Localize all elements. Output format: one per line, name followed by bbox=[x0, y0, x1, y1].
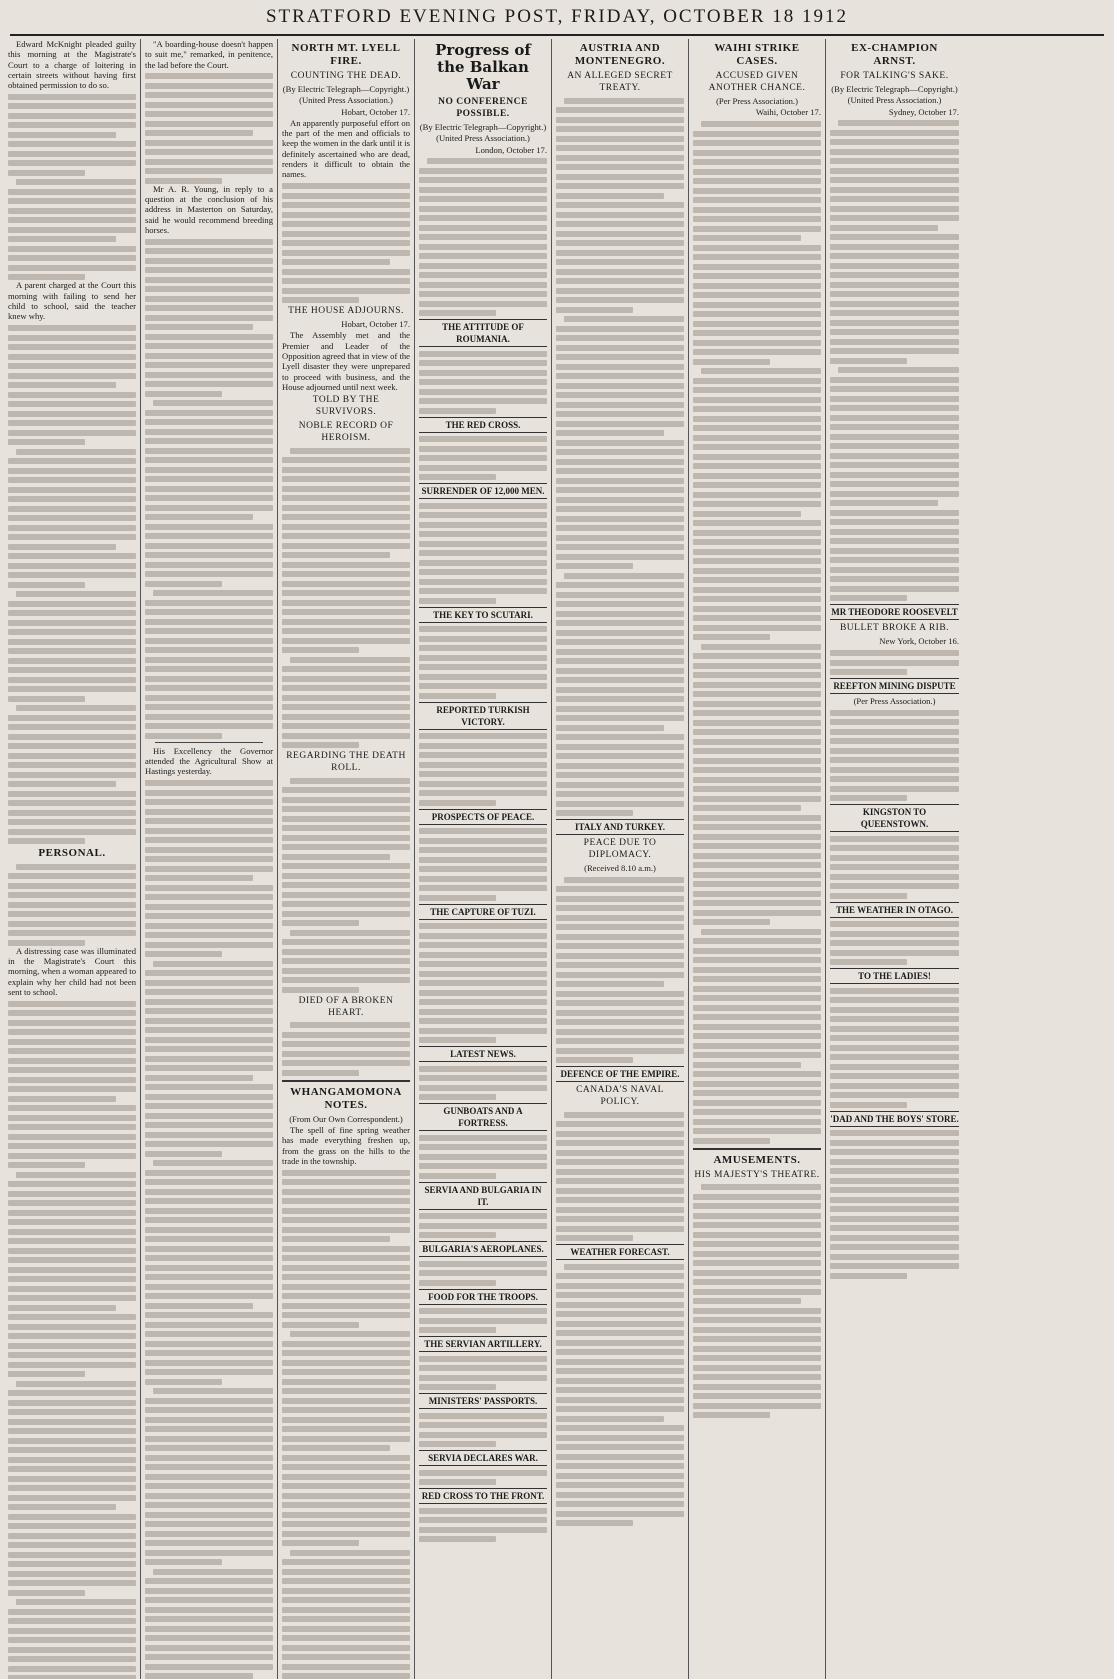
article-paragraph: "A boarding-house doesn't happen to suit me," remarked, in penitence, the lad before the Court. bbox=[145, 39, 273, 70]
dateline: Waihi, October 17. bbox=[755, 107, 821, 118]
subheading: BULLET BROKE A RIB. bbox=[839, 623, 950, 634]
subheading: CANADA'S NAVAL POLICY. bbox=[576, 1085, 664, 1108]
section-heading: THE KEY TO SCUTARI. bbox=[419, 607, 547, 623]
section-heading: DEFENCE OF THE EMPIRE. bbox=[556, 1066, 684, 1082]
section-heading: 'DAD AND THE BOYS' STORE. bbox=[830, 1111, 959, 1127]
text-lines bbox=[419, 1213, 547, 1238]
headline-champion: EX-CHAMPION ARNST. bbox=[851, 42, 938, 67]
dateline: Sydney, October 17. bbox=[888, 106, 959, 117]
subheading: DIED OF A BROKEN HEART. bbox=[298, 995, 394, 1018]
section-heading: THE WEATHER IN OTAGO. bbox=[830, 902, 959, 918]
section-heading: THE ATTITUDE OF ROUMANIA. bbox=[419, 319, 547, 347]
text-lines bbox=[693, 1184, 821, 1418]
text-lines bbox=[282, 1170, 410, 1679]
text-lines bbox=[8, 94, 136, 281]
text-lines bbox=[419, 1261, 547, 1286]
section-heading: KINGSTON TO QUEENSTOWN. bbox=[830, 804, 959, 832]
section-heading: MINISTERS' PASSPORTS. bbox=[419, 1393, 547, 1409]
source-line: (By Electric Telegraph—Copyright.) bbox=[282, 84, 410, 94]
text-lines bbox=[419, 158, 547, 316]
section-heading: PERSONAL. bbox=[38, 847, 106, 860]
subheading: REGARDING THE DEATH ROLL. bbox=[286, 751, 406, 774]
article-paragraph: A distressing case was illuminated in the Magistrate's Court this morning, when a woman appeared to explain why her child had not been sent to school. bbox=[8, 945, 136, 997]
column-7 bbox=[826, 39, 963, 1679]
text-lines bbox=[830, 710, 959, 802]
source-line: (Received 8.10 a.m.) bbox=[584, 863, 656, 873]
text-lines bbox=[556, 877, 684, 1064]
text-lines bbox=[419, 1135, 547, 1179]
section-heading: FOOD FOR THE TROOPS. bbox=[419, 1289, 547, 1305]
section-heading: GUNBOATS AND A FORTRESS. bbox=[419, 1103, 547, 1131]
column-3 bbox=[278, 39, 415, 1679]
section-heading: REEFTON MINING DISPUTE bbox=[830, 678, 959, 694]
source-line: (Per Press Association.) bbox=[853, 696, 936, 707]
dateline: New York, October 16. bbox=[879, 636, 959, 647]
source-line: (Per Press Association.) bbox=[716, 96, 798, 106]
text-lines bbox=[419, 351, 547, 414]
text-lines bbox=[830, 988, 959, 1108]
column-6 bbox=[689, 39, 826, 1679]
headline-amusements: AMUSEMENTS. bbox=[713, 1153, 801, 1166]
section-heading: REPORTED TURKISH VICTORY. bbox=[419, 702, 547, 730]
text-lines bbox=[145, 239, 273, 739]
text-lines bbox=[145, 73, 273, 184]
text-lines bbox=[556, 98, 684, 817]
section-heading: SERVIA AND BULGARIA IN IT. bbox=[419, 1182, 547, 1210]
subheading: PEACE DUE TO DIPLOMACY. bbox=[583, 838, 657, 860]
text-lines bbox=[419, 503, 547, 604]
dateline: Hobart, October 17. bbox=[341, 319, 410, 330]
text-lines bbox=[419, 1308, 547, 1333]
headline-waihi: WAIHI STRIKE CASES. bbox=[714, 42, 800, 67]
source-line: (By Electric Telegraph—Copyright.) bbox=[419, 122, 547, 132]
text-lines bbox=[8, 325, 136, 844]
section-heading: RED CROSS TO THE FRONT. bbox=[419, 1488, 547, 1504]
masthead: STRATFORD EVENING POST, FRIDAY, OCTOBER 18 1912 bbox=[10, 0, 1104, 36]
divider bbox=[282, 1080, 410, 1082]
column-5 bbox=[552, 39, 689, 1679]
text-lines bbox=[419, 1470, 547, 1486]
section-heading: MR THEODORE ROOSEVELT bbox=[830, 604, 959, 620]
text-lines bbox=[830, 120, 959, 601]
article-paragraph: An apparently purposeful effort on the part of the men and officials to keep the women in the dark until it is definitely ascertained who are dead, renders it difficult to obtain the names. bbox=[282, 117, 410, 180]
subheading: HIS MAJESTY'S THEATRE. bbox=[694, 1169, 820, 1180]
section-heading: THE RED CROSS. bbox=[419, 417, 547, 433]
headline-austria: AUSTRIA AND MONTENEGRO. bbox=[574, 42, 666, 67]
source-line: (United Press Association.) bbox=[436, 133, 530, 144]
section-heading: SERVIA DECLARES WAR. bbox=[419, 1450, 547, 1466]
subheading: NOBLE RECORD OF HEROISM. bbox=[298, 421, 394, 444]
text-lines bbox=[419, 626, 547, 699]
text-lines bbox=[830, 921, 959, 965]
divider bbox=[155, 742, 263, 743]
text-lines bbox=[556, 1264, 684, 1527]
columns bbox=[4, 39, 1110, 1679]
section-heading: LATEST NEWS. bbox=[419, 1046, 547, 1062]
text-lines bbox=[419, 828, 547, 901]
subheading: ACCUSED GIVEN ANOTHER CHANCE. bbox=[708, 71, 806, 93]
section-heading: ITALY AND TURKEY. bbox=[556, 819, 684, 835]
article-paragraph: Edward McKnight pleaded guilty this morning at the Magistrate's Court to a charge of loitering in certain streets without having first obtained permission to do so. bbox=[8, 39, 136, 91]
text-lines bbox=[419, 733, 547, 806]
source-line: (United Press Association.) bbox=[299, 95, 393, 106]
text-lines bbox=[419, 1413, 547, 1448]
source-line: (From Our Own Correspondent.) bbox=[289, 1113, 403, 1124]
divider bbox=[693, 1148, 821, 1150]
text-lines bbox=[556, 1112, 684, 1242]
subheading: NO CONFERENCE POSSIBLE. bbox=[438, 97, 528, 119]
article-paragraph: Mr A. R. Young, in reply to a question at the conclusion of his address in Masterton on Saturday, said he would recommend breeding horses. bbox=[145, 183, 273, 236]
text-lines bbox=[419, 1356, 547, 1391]
article-paragraph: His Excellency the Governor attended the Agricultural Show at Hastings yesterday. bbox=[145, 745, 273, 777]
source-line: (United Press Association.) bbox=[847, 95, 942, 106]
section-heading: PROSPECTS OF PEACE. bbox=[419, 809, 547, 825]
headline-fire: NORTH MT. LYELL FIRE. bbox=[291, 42, 401, 67]
text-lines bbox=[282, 448, 410, 749]
text-lines bbox=[282, 1022, 410, 1076]
text-lines bbox=[8, 864, 136, 946]
section-heading: BULGARIA'S AEROPLANES. bbox=[419, 1241, 547, 1257]
text-lines bbox=[419, 1508, 547, 1543]
section-heading: TO THE LADIES! bbox=[830, 968, 959, 984]
section-heading: THE SERVIAN ARTILLERY. bbox=[419, 1336, 547, 1352]
text-lines bbox=[8, 1001, 136, 1679]
section-heading: THE CAPTURE OF TUZI. bbox=[419, 904, 547, 920]
text-lines bbox=[145, 780, 273, 1679]
article-paragraph: A parent charged at the Court this morning with failing to send her child to school, said the teacher knew why. bbox=[8, 280, 136, 322]
subheading: FOR TALKING'S SAKE. bbox=[840, 71, 949, 81]
section-heading: WEATHER FORECAST. bbox=[556, 1244, 684, 1260]
column-2 bbox=[141, 39, 278, 1679]
headline-balkan: Progress of the Balkan War bbox=[435, 41, 531, 93]
subheading: AN ALLEGED SECRET TREATY. bbox=[567, 71, 673, 93]
dateline: Hobart, October 17. bbox=[341, 106, 410, 117]
source-line: (By Electric Telegraph—Copyright.) bbox=[831, 84, 958, 94]
text-lines bbox=[830, 1130, 959, 1279]
text-lines bbox=[282, 778, 410, 993]
text-lines bbox=[282, 183, 410, 303]
text-lines bbox=[419, 1066, 547, 1101]
text-lines bbox=[693, 121, 821, 1144]
text-lines bbox=[419, 923, 547, 1043]
headline-notes: WHANGAMOMONA NOTES. bbox=[290, 1085, 402, 1111]
column-1 bbox=[4, 39, 141, 1679]
section-heading: SURRENDER OF 12,000 MEN. bbox=[419, 483, 547, 499]
article-paragraph: The Assembly met and the Premier and Leader of the Opposition agreed that in view of the Lyell disaster they were unprepared to proceed with business, and the House adjourned until next week. bbox=[282, 330, 410, 392]
subheading: THE HOUSE ADJOURNS. bbox=[288, 306, 404, 317]
article-paragraph: The spell of fine spring weather has made everything freshen up, from the grass on the hills to the trade in the township. bbox=[282, 1125, 410, 1166]
text-lines bbox=[830, 836, 959, 899]
column-4 bbox=[415, 39, 552, 1679]
dateline: London, October 17. bbox=[475, 144, 547, 155]
subheading: COUNTING THE DEAD. bbox=[290, 71, 402, 81]
text-lines bbox=[419, 436, 547, 480]
subheading: TOLD BY THE SURVIVORS. bbox=[312, 395, 380, 418]
text-lines bbox=[830, 650, 959, 675]
